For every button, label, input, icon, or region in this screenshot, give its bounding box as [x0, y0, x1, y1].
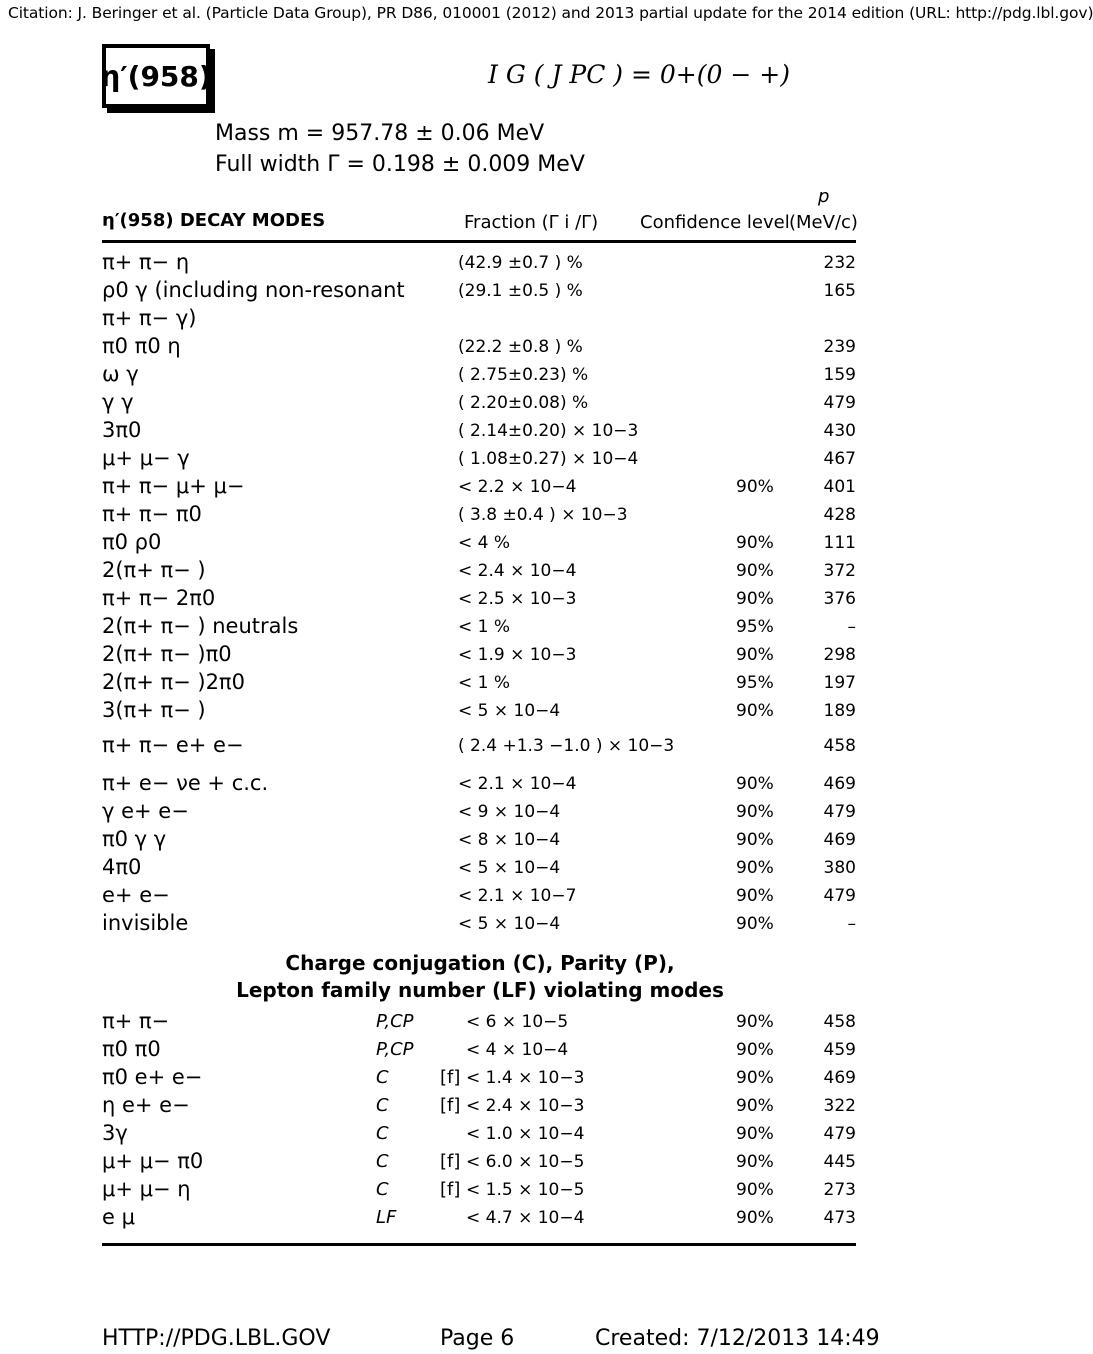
decay-row	[0, 642, 960, 670]
mass-value: Mass m = 957.78 ± 0.06 MeV	[215, 121, 545, 146]
decay-fraction: < 1 %	[458, 673, 511, 693]
decay-fraction: < 2.4 × 10−4	[458, 561, 577, 581]
decay-confidence: 95%	[736, 673, 774, 693]
decay-fraction: < 2.5 × 10−3	[458, 589, 577, 609]
violating-mode: π0 e+ e−	[102, 1065, 203, 1089]
decay-momentum: 430	[823, 421, 856, 441]
decay-row	[0, 827, 960, 855]
violated-symmetry: LF	[376, 1207, 397, 1228]
section-title-line2: Lepton family number (LF) violating modes	[236, 978, 724, 1002]
decay-confidence: 90%	[736, 858, 774, 878]
decay-momentum: 159	[823, 365, 856, 385]
violating-row	[0, 1177, 960, 1205]
decay-confidence: 90%	[736, 830, 774, 850]
decay-mode: π+ π− π0	[102, 502, 202, 526]
table-bottom-rule	[102, 1243, 856, 1246]
violating-mode: μ+ μ− π0	[102, 1149, 204, 1173]
decay-row	[0, 474, 960, 502]
violating-momentum: 459	[823, 1040, 856, 1060]
width-value: Full width Γ = 0.198 ± 0.009 MeV	[215, 152, 585, 177]
decay-momentum: 298	[823, 645, 856, 665]
violating-row	[0, 1065, 960, 1093]
violating-confidence: 90%	[736, 1180, 774, 1200]
violating-confidence: 90%	[736, 1096, 774, 1116]
footnote-ref: [f]	[440, 1067, 461, 1088]
decay-mode: 3(π+ π− )	[102, 698, 206, 722]
header-momentum-symbol: p	[818, 186, 830, 207]
decay-mode: π+ π− η	[102, 250, 190, 274]
violated-symmetry: P,CP	[376, 1039, 414, 1060]
violated-symmetry: P,CP	[376, 1011, 414, 1032]
particle-name: η′(958)	[100, 59, 212, 93]
violated-symmetry: C	[376, 1095, 389, 1116]
decay-fraction: (42.9 ±0.7 ) %	[458, 253, 583, 273]
violating-momentum: 469	[823, 1068, 856, 1088]
decay-row	[0, 586, 960, 614]
decay-fraction: < 5 × 10−4	[458, 701, 561, 721]
decay-mode: 3π0	[102, 418, 142, 442]
decay-confidence: 90%	[736, 533, 774, 553]
decay-momentum: 189	[823, 701, 856, 721]
decay-mode: invisible	[102, 911, 189, 935]
footnote-ref: [f]	[440, 1095, 461, 1116]
violated-symmetry: C	[376, 1151, 389, 1172]
header-confidence-level: Confidence level	[640, 212, 790, 233]
decay-mode: 2(π+ π− )	[102, 558, 206, 582]
decay-momentum: 239	[823, 337, 856, 357]
decay-row	[0, 334, 960, 362]
decay-mode: π+ π− μ+ μ−	[102, 474, 245, 498]
decay-row	[0, 799, 960, 827]
violating-fraction: < 6 × 10−5	[466, 1012, 569, 1032]
decay-fraction: ( 2.20±0.08) %	[458, 393, 589, 413]
violating-mode: 3γ	[102, 1121, 128, 1145]
decay-mode: π0 π0 η	[102, 334, 181, 358]
header-fraction: Fraction (Γ i /Γ)	[464, 212, 599, 233]
violating-mode: π+ π−	[102, 1009, 170, 1033]
decay-momentum: –	[847, 617, 856, 637]
quantum-numbers: I G ( J PC ) = 0+(0 − +)	[488, 60, 790, 89]
decay-row	[0, 306, 960, 334]
decay-momentum: 479	[823, 886, 856, 906]
decay-momentum: 380	[823, 858, 856, 878]
decay-confidence: 90%	[736, 477, 774, 497]
decay-confidence: 90%	[736, 914, 774, 934]
section-title-line1: Charge conjugation (C), Parity (P),	[285, 951, 675, 975]
violating-mode: μ+ μ− η	[102, 1177, 191, 1201]
decay-row	[0, 911, 960, 939]
decay-fraction: < 8 × 10−4	[458, 830, 561, 850]
decay-confidence: 90%	[736, 886, 774, 906]
violating-momentum: 458	[823, 1012, 856, 1032]
violating-momentum: 445	[823, 1152, 856, 1172]
violating-confidence: 90%	[736, 1012, 774, 1032]
decay-mode: μ+ μ− γ	[102, 446, 190, 470]
violating-confidence: 90%	[736, 1040, 774, 1060]
violating-mode: e μ	[102, 1205, 135, 1229]
violating-row	[0, 1009, 960, 1037]
decay-momentum: 467	[823, 449, 856, 469]
decay-fraction: < 5 × 10−4	[458, 914, 561, 934]
decay-mode: e+ e−	[102, 883, 170, 907]
decay-confidence: 95%	[736, 617, 774, 637]
particle-title-box	[102, 44, 210, 108]
decay-mode: π+ π− 2π0	[102, 586, 216, 610]
decay-fraction: (22.2 ±0.8 ) %	[458, 337, 583, 357]
decay-momentum: 479	[823, 802, 856, 822]
violating-fraction: < 1.4 × 10−3	[466, 1068, 585, 1088]
violating-confidence: 90%	[736, 1124, 774, 1144]
decay-momentum: 479	[823, 393, 856, 413]
decay-mode: π+ π− γ)	[102, 306, 197, 330]
decay-mode: 4π0	[102, 855, 142, 879]
decay-confidence: 90%	[736, 701, 774, 721]
decay-fraction: ( 2.14±0.20) × 10−3	[458, 421, 639, 441]
violating-confidence: 90%	[736, 1208, 774, 1228]
decay-mode: π0 γ γ	[102, 827, 167, 851]
decay-momentum: –	[847, 914, 856, 934]
decay-mode: 2(π+ π− ) neutrals	[102, 614, 299, 638]
decay-momentum: 458	[823, 736, 856, 756]
decay-row	[0, 250, 960, 278]
violating-row	[0, 1093, 960, 1121]
decay-momentum: 111	[823, 533, 856, 553]
violated-symmetry: C	[376, 1123, 389, 1144]
decay-fraction: ( 3.8 ±0.4 ) × 10−3	[458, 505, 628, 525]
violating-confidence: 90%	[736, 1068, 774, 1088]
violated-symmetry: C	[376, 1179, 389, 1200]
decay-row	[0, 771, 960, 799]
violating-mode: η e+ e−	[102, 1093, 190, 1117]
violating-row	[0, 1037, 960, 1065]
decay-row	[0, 558, 960, 586]
decay-mode: 2(π+ π− )π0	[102, 642, 232, 666]
decay-fraction: < 5 × 10−4	[458, 858, 561, 878]
violating-fraction: < 1.0 × 10−4	[466, 1124, 585, 1144]
decay-fraction: < 1.9 × 10−3	[458, 645, 577, 665]
header-momentum-unit: (MeV/c)	[789, 212, 858, 233]
decay-confidence: 90%	[736, 561, 774, 581]
violating-fraction: < 1.5 × 10−5	[466, 1180, 585, 1200]
decay-fraction: < 9 × 10−4	[458, 802, 561, 822]
violating-momentum: 273	[823, 1180, 856, 1200]
decay-row	[0, 855, 960, 883]
footer-url: HTTP://PDG.LBL.GOV	[102, 1326, 331, 1351]
decay-confidence: 90%	[736, 589, 774, 609]
decay-fraction: ( 2.75±0.23) %	[458, 365, 589, 385]
violating-mode: π0 π0	[102, 1037, 161, 1061]
decay-mode: γ e+ e−	[102, 799, 189, 823]
decay-row	[0, 733, 960, 761]
footer-created-date: Created: 7/12/2013 14:49	[595, 1326, 880, 1351]
violating-row	[0, 1121, 960, 1149]
violating-fraction: < 4.7 × 10−4	[466, 1208, 585, 1228]
decay-confidence: 90%	[736, 802, 774, 822]
decay-row	[0, 362, 960, 390]
decay-row	[0, 418, 960, 446]
decay-fraction: < 1 %	[458, 617, 511, 637]
decay-momentum: 401	[823, 477, 856, 497]
decay-momentum: 376	[823, 589, 856, 609]
decay-mode: γ γ	[102, 390, 134, 414]
decay-momentum: 469	[823, 830, 856, 850]
decay-row	[0, 614, 960, 642]
decay-row	[0, 390, 960, 418]
violating-fraction: < 2.4 × 10−3	[466, 1096, 585, 1116]
decay-momentum: 428	[823, 505, 856, 525]
violating-confidence: 90%	[736, 1152, 774, 1172]
decay-momentum: 197	[823, 673, 856, 693]
decay-row	[0, 502, 960, 530]
decay-mode: π+ π− e+ e−	[102, 733, 244, 757]
decay-mode: π+ e− νe + c.c.	[102, 771, 269, 795]
decay-fraction: < 2.1 × 10−4	[458, 774, 577, 794]
decay-row	[0, 883, 960, 911]
violating-fraction: < 6.0 × 10−5	[466, 1152, 585, 1172]
violating-momentum: 322	[823, 1096, 856, 1116]
violating-row	[0, 1205, 960, 1233]
decay-row	[0, 446, 960, 474]
citation-line: Citation: J. Beringer et al. (Particle Data Group), PR D86, 010001 (2012) and 2013 partial update for the 2014 edition (URL: http://pdg.lbl.gov)	[8, 4, 1093, 22]
footnote-ref: [f]	[440, 1151, 461, 1172]
decay-mode: π0 ρ0	[102, 530, 162, 554]
decay-momentum: 232	[823, 253, 856, 273]
decay-mode: ρ0 γ (including non-resonant	[102, 278, 405, 302]
decay-fraction: < 2.1 × 10−7	[458, 886, 577, 906]
decay-fraction: ( 2.4 +1.3 −1.0 ) × 10−3	[458, 736, 675, 756]
decay-momentum: 165	[823, 281, 856, 301]
decay-row	[0, 278, 960, 306]
violating-fraction: < 4 × 10−4	[466, 1040, 569, 1060]
violated-symmetry: C	[376, 1067, 389, 1088]
violating-row	[0, 1149, 960, 1177]
decay-row	[0, 698, 960, 726]
decay-confidence: 90%	[736, 645, 774, 665]
header-decay-modes: η′(958) DECAY MODES	[102, 210, 326, 231]
decay-fraction: < 4 %	[458, 533, 511, 553]
table-top-rule	[102, 240, 856, 243]
violating-momentum: 473	[823, 1208, 856, 1228]
footer-page-number: Page 6	[440, 1326, 515, 1351]
decay-fraction: < 2.2 × 10−4	[458, 477, 577, 497]
decay-fraction: ( 1.08±0.27) × 10−4	[458, 449, 639, 469]
footnote-ref: [f]	[440, 1179, 461, 1200]
violating-momentum: 479	[823, 1124, 856, 1144]
decay-row	[0, 670, 960, 698]
decay-fraction: (29.1 ±0.5 ) %	[458, 281, 583, 301]
decay-confidence: 90%	[736, 774, 774, 794]
decay-mode: ω γ	[102, 362, 139, 386]
decay-momentum: 469	[823, 774, 856, 794]
decay-momentum: 372	[823, 561, 856, 581]
decay-row	[0, 530, 960, 558]
decay-mode: 2(π+ π− )2π0	[102, 670, 245, 694]
